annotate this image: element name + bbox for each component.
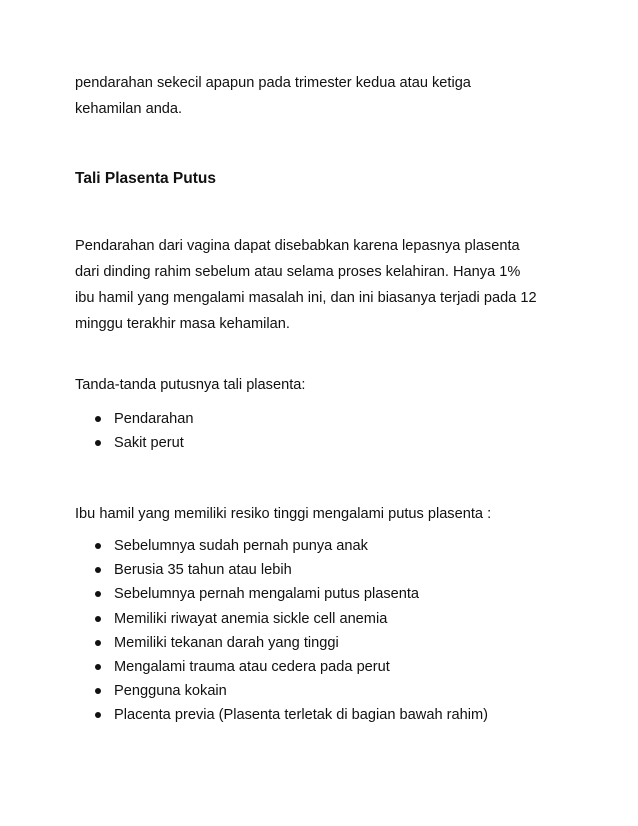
bullet-icon bbox=[95, 567, 101, 573]
section-paragraph bbox=[75, 233, 537, 337]
list-item-text: Placenta previa (Plasenta terletak di bagian bawah rahim) bbox=[114, 707, 488, 724]
paragraph-line: ibu hamil yang mengalami masalah ini, dan ini biasanya terjadi pada 12 bbox=[75, 290, 537, 306]
list-item-text: Memiliki tekanan darah yang tinggi bbox=[114, 634, 339, 651]
list-item-text: Memiliki riwayat anemia sickle cell anemia bbox=[114, 610, 388, 627]
bullet-icon bbox=[95, 688, 101, 694]
bullet-icon bbox=[95, 543, 101, 549]
list-item-text: Pengguna kokain bbox=[114, 683, 227, 700]
bullet-icon bbox=[95, 616, 101, 622]
list-item bbox=[75, 655, 488, 679]
list-item bbox=[75, 679, 488, 703]
list-item bbox=[75, 703, 488, 727]
bullet-icon bbox=[95, 664, 101, 670]
list-item bbox=[75, 407, 194, 431]
list-item bbox=[75, 558, 488, 582]
list-item-text: Sebelumnya pernah mengalami putus plasenta bbox=[114, 586, 420, 603]
intro-paragraph bbox=[75, 70, 471, 122]
list-item-text: Sakit perut bbox=[114, 435, 184, 452]
list-item-text: Sebelumnya sudah pernah punya anak bbox=[114, 538, 368, 554]
paragraph-line: Pendarahan dari vagina dapat disebabkan karena lepasnya plasenta bbox=[75, 238, 520, 254]
paragraph-line: minggu terakhir masa kehamilan. bbox=[75, 316, 290, 332]
list-item bbox=[75, 607, 488, 631]
risk-title: Ibu hamil yang memiliki resiko tinggi mengalami putus plasenta : bbox=[75, 506, 492, 522]
signs-title: Tanda-tanda putusnya tali plasenta: bbox=[75, 377, 306, 393]
list-item bbox=[75, 431, 194, 455]
intro-line: kehamilan anda. bbox=[75, 101, 183, 117]
paragraph-line: dari dinding rahim sebelum atau selama proses kelahiran. Hanya 1% bbox=[75, 264, 521, 280]
risk-list bbox=[75, 534, 488, 728]
list-item-text: Berusia 35 tahun atau lebih bbox=[114, 562, 292, 579]
bullet-icon bbox=[95, 591, 101, 597]
signs-list bbox=[75, 407, 194, 455]
list-item bbox=[75, 534, 488, 558]
list-item-text: Pendarahan bbox=[114, 411, 194, 427]
list-item bbox=[75, 582, 488, 606]
section-heading: Tali Plasenta Putus bbox=[75, 170, 216, 187]
list-item bbox=[75, 631, 488, 655]
bullet-icon bbox=[95, 416, 101, 422]
list-item-text: Mengalami trauma atau cedera pada perut bbox=[114, 659, 390, 676]
bullet-icon bbox=[95, 440, 101, 446]
bullet-icon bbox=[95, 640, 101, 646]
intro-line: pendarahan sekecil apapun pada trimester kedua atau ketiga bbox=[75, 75, 471, 91]
bullet-icon bbox=[95, 712, 101, 718]
